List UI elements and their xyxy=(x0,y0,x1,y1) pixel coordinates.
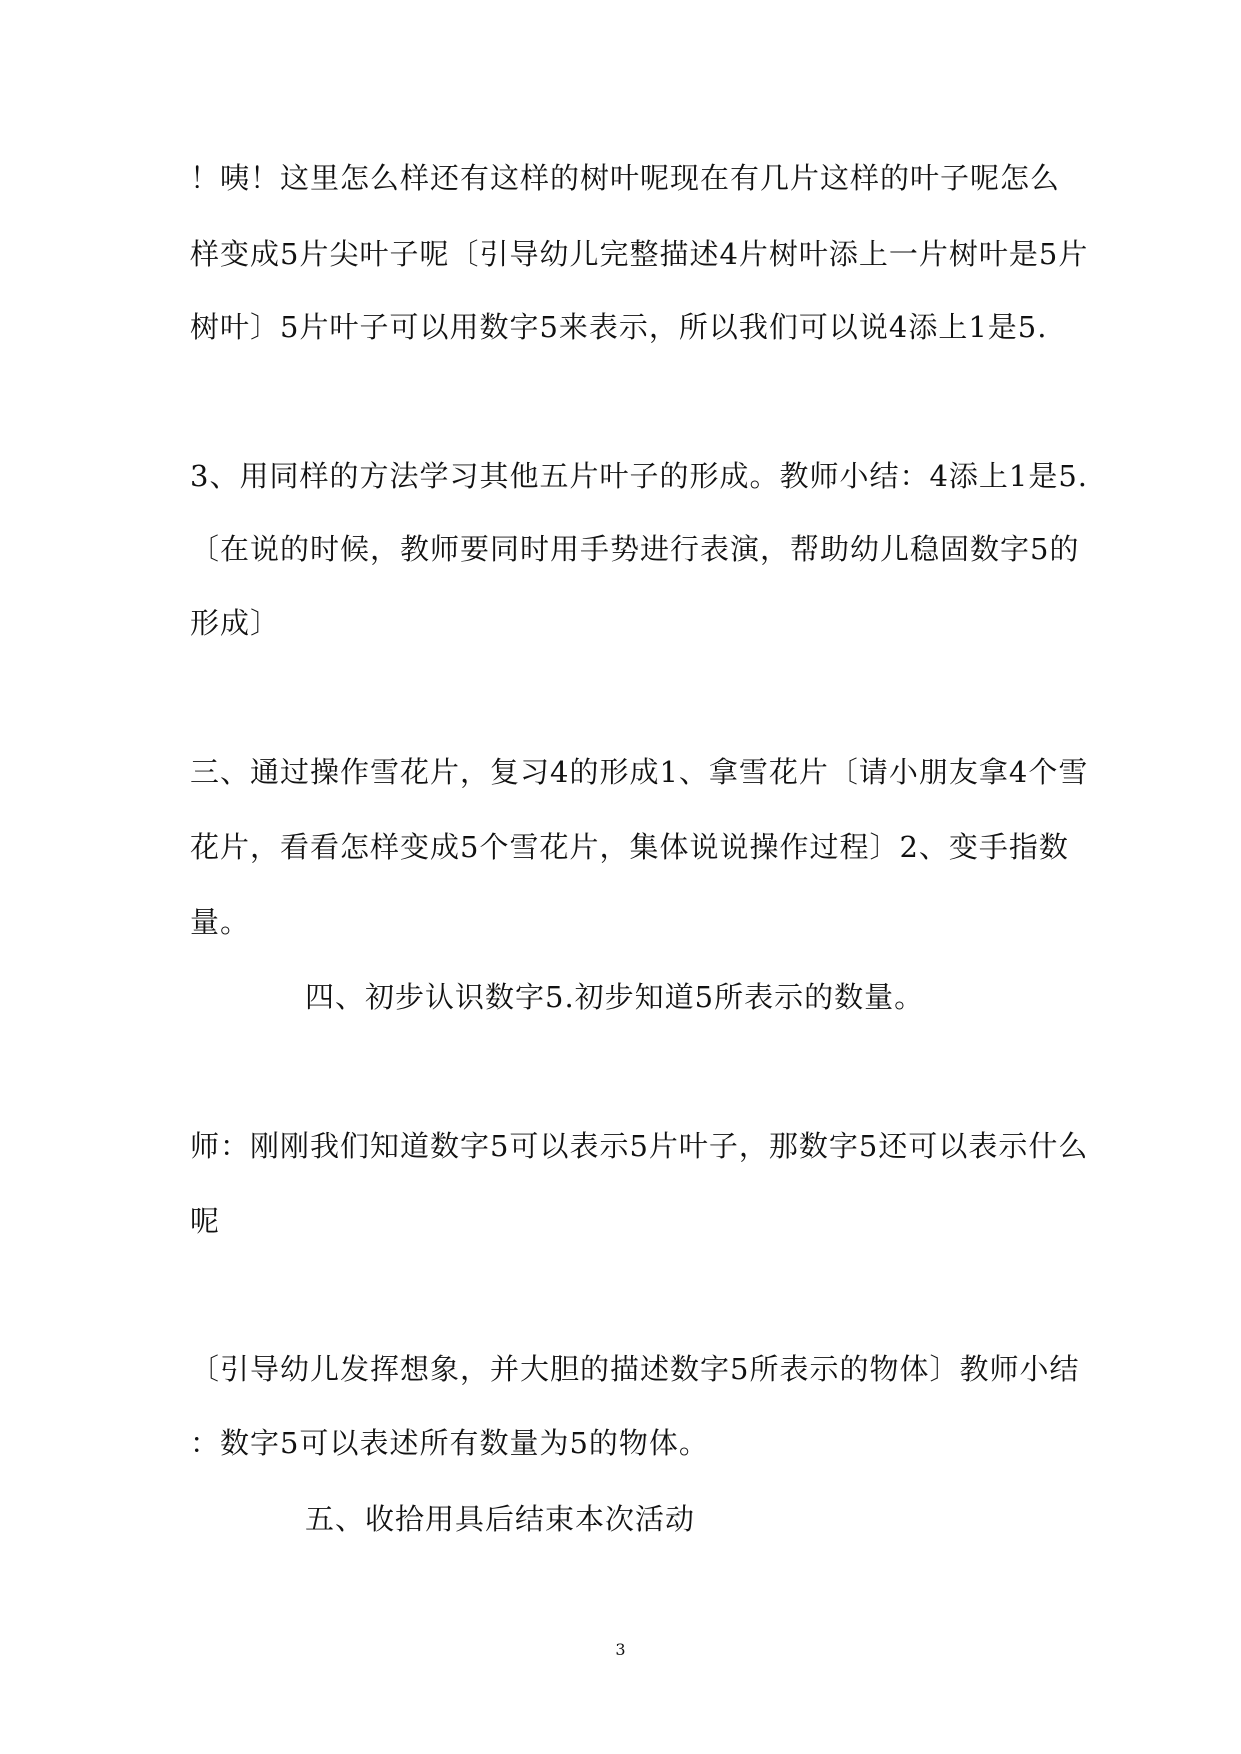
text-line: 样变成5片尖叶子呢〔引导幼儿完整描述4片树叶添上一片树叶是5片 xyxy=(190,237,1089,271)
page-number: 3 xyxy=(615,1640,626,1659)
text-line: 三、通过操作雪花片，复习4的形成1、拿雪花片〔请小朋友拿4个雪 xyxy=(190,755,1089,789)
section-heading: 五、收拾用具后结束本次活动 xyxy=(305,1502,696,1536)
text-line: ！咦！这里怎么样还有这样的树叶呢现在有几片这样的叶子呢怎么 xyxy=(190,161,1061,195)
text-line: 师：刚刚我们知道数字5可以表示5片叶子，那数字5还可以表示什么 xyxy=(190,1129,1089,1163)
text-line: 形成〕 xyxy=(190,606,281,640)
text-line: ：数字5可以表述所有数量为5的物体。 xyxy=(190,1426,709,1460)
text-line: 呢 xyxy=(190,1204,221,1238)
section-heading: 四、初步认识数字5.初步知道5所表示的数量。 xyxy=(305,980,925,1014)
text-line: 花片，看看怎样变成5个雪花片，集体说说操作过程〕2、变手指数 xyxy=(190,830,1069,864)
text-line: 〔引导幼儿发挥想象，并大胆的描述数字5所表示的物体〕教师小结 xyxy=(190,1352,1080,1386)
text-line: 量。 xyxy=(190,905,251,939)
text-line: 3、用同样的方法学习其他五片叶子的形成。教师小结：4添上1是5. xyxy=(190,459,1089,493)
text-line: 树叶〕5片叶子可以用数字5来表示，所以我们可以说4添上1是5. xyxy=(190,310,1048,344)
text-line: 〔在说的时候，教师要同时用手势进行表演，帮助幼儿稳固数字5的 xyxy=(190,532,1080,566)
